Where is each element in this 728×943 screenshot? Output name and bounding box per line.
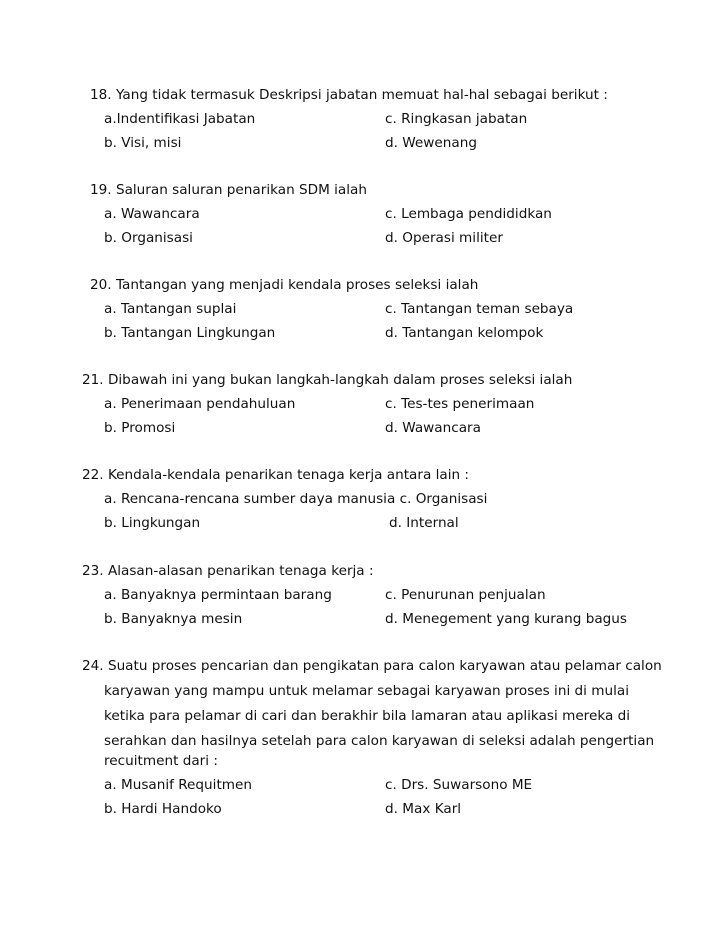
question-text-line: serahkan dan hasilnya setelah para calon karyawan di seleksi adalah pengertian (104, 733, 655, 749)
question-text: 18. Yang tidak termasuk Deskripsi jabatan memuat hal-hal sebagai berikut : (90, 87, 608, 103)
option-c: c. Penurunan penjualan (385, 587, 546, 603)
question-text: 22. Kendala-kendala penarikan tenaga kerja antara lain : (82, 467, 470, 483)
option-c: c. Ringkasan jabatan (385, 111, 528, 127)
option-d: d. Tantangan kelompok (385, 325, 544, 341)
option-d: d. Menegement yang kurang bagus (385, 611, 627, 627)
option-a: a. Tantangan suplai (104, 301, 237, 317)
option-d: d. Wewenang (385, 135, 477, 151)
option-b: b. Organisasi (104, 230, 193, 246)
option-a: a. Wawancara (104, 206, 200, 222)
option-a: a. Rencana-rencana sumber daya manusia c. Organisasi (104, 491, 488, 507)
question-text: 20. Tantangan yang menjadi kendala proses seleksi ialah (90, 277, 479, 293)
question-text: 23. Alasan-alasan penarikan tenaga kerja : (82, 563, 374, 579)
option-d: d. Internal (389, 515, 459, 531)
option-c: c. Tantangan teman sebaya (385, 301, 574, 317)
option-d: d. Max Karl (385, 801, 462, 817)
option-a: a. Banyaknya permintaan barang (104, 587, 332, 603)
option-d: d. Operasi militer (385, 230, 503, 246)
option-b: b. Promosi (104, 420, 176, 436)
option-b: b. Lingkungan (104, 515, 201, 531)
question-text: 19. Saluran saluran penarikan SDM ialah (90, 182, 367, 198)
option-b: b. Banyaknya mesin (104, 611, 243, 627)
question-text: 21. Dibawah ini yang bukan langkah-langkah dalam proses seleksi ialah (82, 372, 573, 388)
option-b: b. Visi, misi (104, 135, 182, 151)
option-d: d. Wawancara (385, 420, 481, 436)
option-c: c. Drs. Suwarsono ME (385, 777, 533, 793)
question-text-line: ketika para pelamar di cari dan berakhir bila lamaran atau aplikasi mereka di (104, 708, 631, 724)
option-b: b. Hardi Handoko (104, 801, 222, 817)
option-a: a.Indentifikasi Jabatan (104, 111, 256, 127)
option-c: c. Tes-tes penerimaan (385, 396, 535, 412)
question-text-line: recuitment dari : (104, 753, 218, 769)
option-a: a. Penerimaan pendahuluan (104, 396, 296, 412)
option-a: a. Musanif Requitmen (104, 777, 252, 793)
option-c: c. Lembaga pendididkan (385, 206, 552, 222)
question-text: 24. Suatu proses pencarian dan pengikatan para calon karyawan atau pelamar calon (82, 658, 662, 674)
option-b: b. Tantangan Lingkungan (104, 325, 276, 341)
question-text-line: karyawan yang mampu untuk melamar sebagai karyawan proses ini di mulai (104, 683, 630, 699)
